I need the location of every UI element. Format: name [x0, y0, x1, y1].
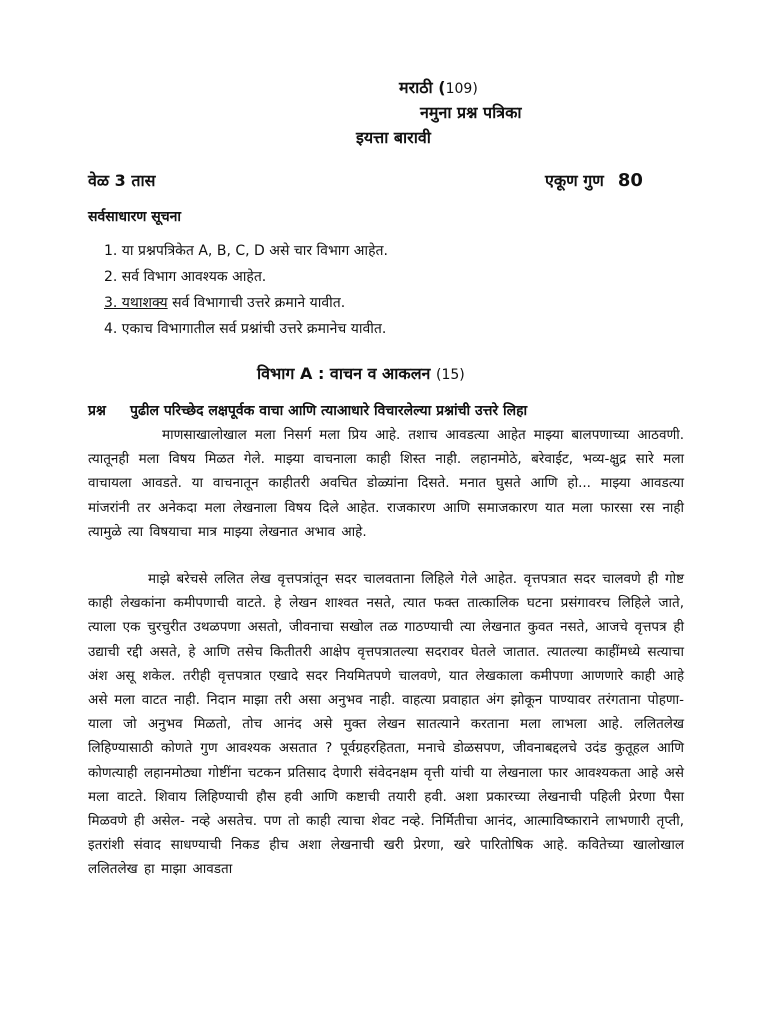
instruction-item: 1. या प्रश्नपत्रिकेत A, B, C, D असे चार विभाग आहेत. [104, 243, 388, 259]
question-label: प्रश्न [88, 403, 106, 419]
instructions-list [104, 241, 388, 345]
subject-name: मराठी ( [399, 78, 446, 97]
class-title: इयत्ता बारावी [356, 128, 431, 147]
section-marks: (15) [436, 367, 465, 383]
exam-duration: वेळ 3 तास [88, 171, 156, 190]
passage-paragraph-1: माणसाखालोखाल मला निसर्ग मला प्रिय आहे. तशाच आवडत्या आहेत माझ्या बालपणाच्या आठवणी. त्यातूनही मला विषय मिळत गेले. माझ्या वाचनाला काही शिस्त नाही. लहानमोठे, बरेवाईट, भव्य-क्षुद्र सारे मला वाचायला आवडते. या वाचनातून काहीतरी अवचित डोळ्यांना दिसते. मनात घुसते आणि हो... माझ्या आवडत्या मांजरांनी तर अनेकदा मला लेखनाला विषय दिले आहेत. राजकारण आणि समाजकारण यात मला फारसा रस नाही त्यामुळे त्या विषयाचा मात्र माझ्या लेखनात अभाव आहे. [88, 427, 684, 540]
instruction-item: 2. सर्व विभाग आवश्यक आहेत. [104, 269, 267, 285]
total-marks [545, 169, 643, 191]
total-marks-label: एकूण गुण [545, 171, 604, 190]
instruction-item: 4. एकाच विभागातील सर्व प्रश्नांची उत्तरे क्रमानेच यावीत. [104, 321, 387, 337]
subject-title [399, 76, 478, 98]
question-text: पुढील परिच्छेद लक्षपूर्वक वाचा आणि त्याआधारे विचारलेल्या प्रश्नांची उत्तरे लिहा [130, 403, 528, 419]
instruction-item [104, 293, 388, 319]
subject-code: 109) [445, 81, 478, 97]
paper-type-title: नमुना प्रश्न पत्रिका [420, 103, 522, 122]
total-marks-value: 80 [617, 170, 643, 191]
instruction-item-rest: सर्व विभागाची उत्तरे क्रमाने यावीत. [167, 295, 346, 311]
section-title: विभाग A : वाचन व आकलन [257, 364, 431, 383]
passage-paragraph-2: माझे बरेचसे ललित लेख वृत्तपत्रांतून सदर चालवताना लिहिले गेले आहेत. वृत्तपत्रात सदर चालवणे ही गोष्ट काही लेखकांना कमीपणाची वाटते. हे लेखन शाश्वत नसते, त्यात फक्त तात्कालिक घटना प्रसंगावरच लिहिले जाते, त्याला एक चुरचुरीत उथळपणा असतो, जीवनाचा सखोल तळ गाठण्याची त्या लेखनात कुवत नसते, आजचे वृत्तपत्र ही उद्याची रद्दी असते, हे आणि तसेच कितीतरी आक्षेप वृत्तपत्रातल्या सदरावर घेतले जातात. त्यातल्या काहींमध्ये सत्याचा अंश असू शकेल. तरीही वृत्तपत्रात एखादे सदर नियमितपणे चालवणे, यात लेखकाला कमीपणा आणणारे काही आहे असे मला वाटत नाही. निदान माझा तरी असा अनुभव नाही. वाहत्या प्रवाहात अंग झोकून पाण्यावर तरंगताना पोहणा-याला जो अनुभव मिळतो, तोच आनंद असे मुक्त लेखन सातत्याने करताना मला लाभला आहे. ललितलेख लिहिण्यासाठी कोणते गुण आवश्यक असतात ? पूर्वग्रहरहितता, मनाचे डोळसपण, जीवनाबद्दलचे उदंड कुतूहल आणि कोणत्याही लहानमोठ्या गोष्टींना चटकन प्रतिसाद देणारी संवेदनक्षम वृत्ती यांची या लेखनाला फार आवश्यकता आहे असे मला वाटते. शिवाय लिहिण्याची हौस हवी आणि कष्टाची तयारी हवी. अशा प्रकारच्या लेखनाची पहिली प्रेरणा पैसा मिळवणे ही असेल- नव्हे असतेच. पण तो काही त्याचा शेवट नव्हे. निर्मितीचा आनंद, आत्माविष्काराने लाभणारी तृप्ती, इतरांशी संवाद साधण्याची निकड हीच अशा लेखनाची खरी प्रेरणा, खरे पारितोषिक आहे. कवितेच्या खालोखाल ललितलेख हा माझा आवडता [88, 571, 684, 878]
instructions-title: सर्वसाधारण सूचना [88, 209, 182, 225]
instruction-item-underlined: 3. यथाशक्य [104, 295, 168, 311]
section-heading [257, 362, 465, 384]
